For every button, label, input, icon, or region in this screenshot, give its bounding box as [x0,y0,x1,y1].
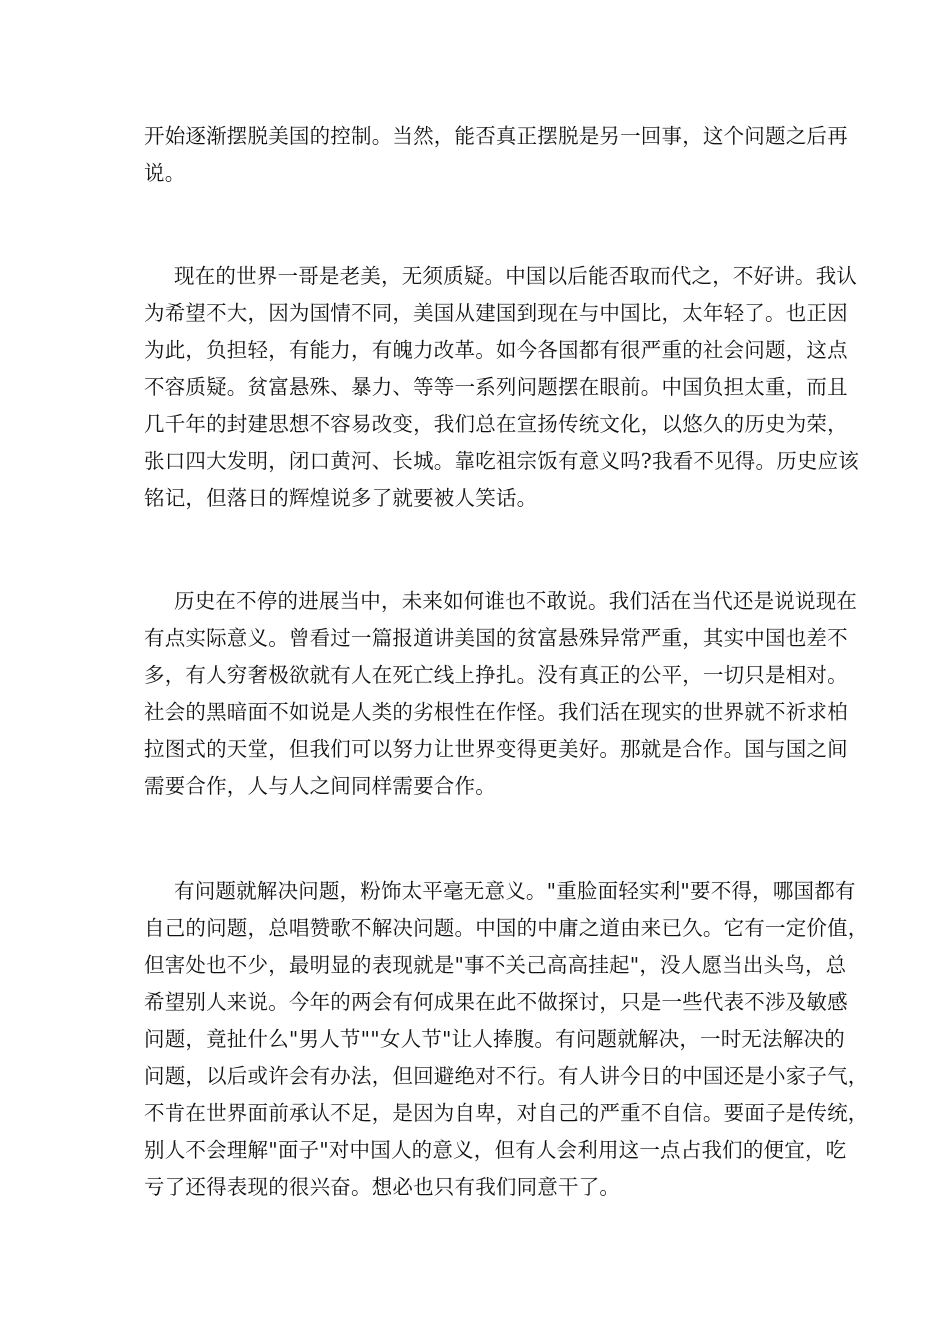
text-line: 几千年的封建思想不容易改变，我们总在宣扬传统文化，以悠久的历史为荣， [144,412,848,436]
text-line: 历史在不停的进展当中，未来如何谁也不敢说。我们活在当代还是说说现在 [174,589,858,613]
text-line: 开始逐渐摆脱美国的控制。当然，能否真正摆脱是另一回事，这个问题之后再 [144,124,848,148]
text-line: 不容质疑。贫富悬殊、暴力、等等一系列问题摆在眼前。中国负担太重，而且 [144,375,848,399]
text-line: 多，有人穷奢极欲就有人在死亡线上挣扎。没有真正的公平，一切只是相对。 [144,663,848,687]
text-line: 铭记，但落日的辉煌说多了就要被人笑话。 [144,486,538,510]
text-line: 问题，竟扯什么"男人节""女人节"让人捧腹。有问题就解决，一时无法解决的 [144,1027,845,1051]
text-line: 拉图式的天堂，但我们可以努力让世界变得更美好。那就是合作。国与国之间 [144,737,848,761]
text-line: 但害处也不少，最明显的表现就是"事不关己高高挂起"，没人愿当出头鸟，总 [144,953,847,977]
text-line: 别人不会理解"面子"对中国人的意义，但有人会利用这一点占我们的便宜，吃 [144,1138,847,1162]
paragraph-3 [144,583,858,805]
text-line: 有问题就解决问题，粉饰太平毫无意义。"重脸面轻实利"要不得，哪国都有 [174,879,856,903]
paragraph-2 [144,258,859,517]
text-line: 为此，负担轻，有能力，有魄力改革。如今各国都有很严重的社会问题，这点 [144,338,848,362]
text-line: 社会的黑暗面不如说是人类的劣根性在作怪。我们活在现实的世界就不祈求柏 [144,700,848,724]
text-line: 说。 [144,161,186,185]
text-line: 现在的世界一哥是老美，无须质疑。中国以后能否取而代之，不好讲。我认 [174,264,858,288]
text-line: 有点实际意义。曾看过一篇报道讲美国的贫富悬殊异常严重，其实中国也差不 [144,626,848,650]
text-line: 不肯在世界面前承认不足，是因为自卑，对自己的严重不自信。要面子是传统， [144,1101,869,1125]
text-line: 需要合作，人与人之间同样需要合作。 [144,774,496,798]
text-line: 自己的问题，总唱赞歌不解决问题。中国的中庸之道由来已久。它有一定价值， [144,916,869,940]
text-line: 为希望不大，因为国情不同，美国从建国到现在与中国比，太年轻了。也正因 [144,301,848,325]
text-line: 亏了还得表现的很兴奋。想必也只有我们同意干了。 [144,1175,621,1199]
text-line: 问题，以后或许会有办法，但回避绝对不行。有人讲今日的中国还是小家子气， [144,1064,869,1088]
paragraph-1 [144,118,848,192]
paragraph-4 [144,873,869,1206]
text-line: 张口四大发明，闭口黄河、长城。靠吃祖宗饭有意义吗?我看不见得。历史应该 [144,449,859,473]
text-line: 希望别人来说。今年的两会有何成果在此不做探讨，只是一些代表不涉及敏感 [144,990,848,1014]
